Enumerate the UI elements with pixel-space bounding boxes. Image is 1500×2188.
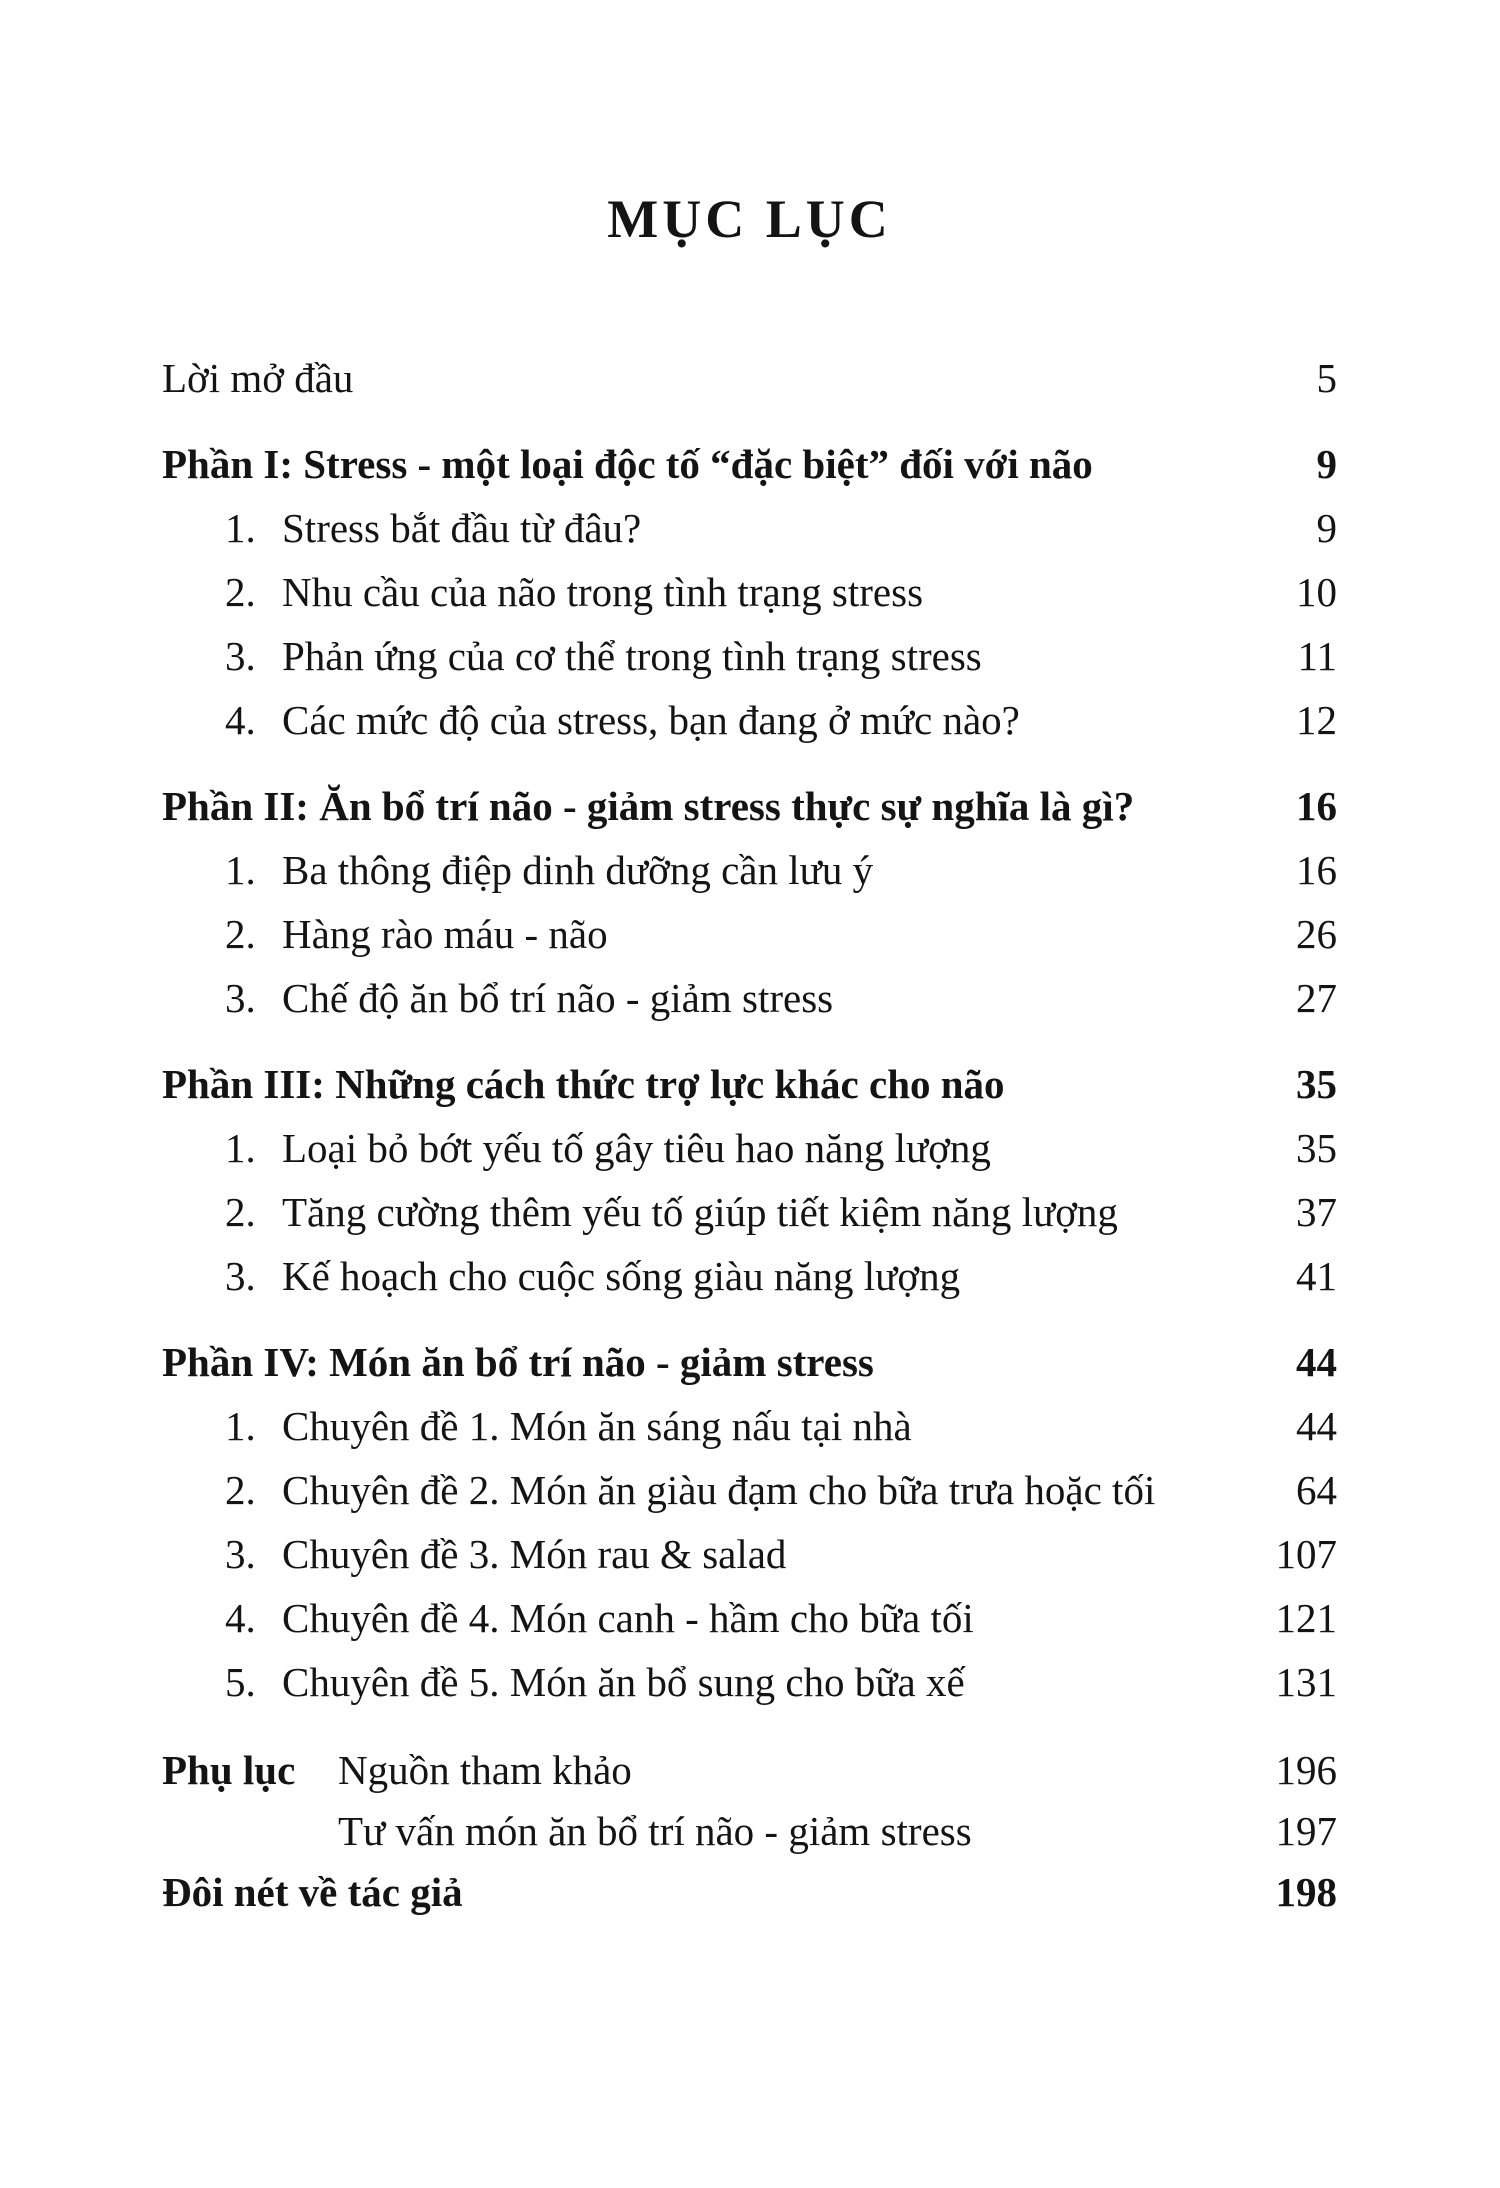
entry-label: Ba thông điệp dinh dưỡng cần lưu ý xyxy=(282,847,874,893)
toc-entry xyxy=(162,560,1337,624)
entry-label: Phản ứng của cơ thể trong tình trạng stress xyxy=(282,633,982,679)
toc-entry xyxy=(162,838,1337,902)
entry-page: 12 xyxy=(1296,697,1337,743)
toc-entry xyxy=(162,1458,1337,1522)
entry-label: Tăng cường thêm yếu tố giúp tiết kiệm năng lượng xyxy=(282,1189,1118,1235)
entry-page: 131 xyxy=(1275,1659,1337,1705)
toc-entry xyxy=(162,774,1337,838)
entry-number: 2. xyxy=(225,1467,256,1513)
entry-page: 37 xyxy=(1296,1189,1337,1235)
entry-label: Phần II: Ăn bổ trí não - giảm stress thực sự nghĩa là gì? xyxy=(162,783,1135,829)
entry-number: 1. xyxy=(225,847,256,893)
entry-page: 10 xyxy=(1296,569,1337,615)
entry-page: 16 xyxy=(1296,783,1337,829)
entry-label: Chuyên đề 3. Món rau & salad xyxy=(282,1531,787,1577)
toc-entry xyxy=(162,1738,1337,1802)
toc-entry xyxy=(162,1330,1337,1394)
entry-number: 2. xyxy=(225,911,256,957)
entry-page: 197 xyxy=(1275,1808,1337,1854)
entry-page: 5 xyxy=(1316,355,1337,401)
toc-entry xyxy=(162,1586,1337,1650)
entry-label: Phần III: Những cách thức trợ lực khác cho não xyxy=(162,1061,1005,1107)
entry-label: Lời mở đầu xyxy=(162,355,354,401)
toc-entry xyxy=(162,1860,1337,1924)
entry-label: Hàng rào máu - não xyxy=(282,911,608,957)
entry-page: 41 xyxy=(1296,1253,1337,1299)
toc-entry xyxy=(162,1802,1337,1860)
entry-number: 2. xyxy=(225,569,256,615)
entry-label: Chuyên đề 5. Món ăn bổ sung cho bữa xế xyxy=(282,1659,965,1705)
entry-label: Chế độ ăn bổ trí não - giảm stress xyxy=(282,975,834,1021)
entry-page: 121 xyxy=(1275,1595,1337,1641)
entry-page: 16 xyxy=(1296,847,1337,893)
entry-page: 11 xyxy=(1297,633,1337,679)
toc-entry xyxy=(162,496,1337,560)
entry-number: 1. xyxy=(225,505,256,551)
entry-number: 3. xyxy=(225,975,256,1021)
entry-number: 3. xyxy=(225,633,256,679)
entry-number: 5. xyxy=(225,1659,256,1705)
entry-page: 9 xyxy=(1316,505,1337,551)
entry-label: Chuyên đề 4. Món canh - hầm cho bữa tối xyxy=(282,1595,974,1641)
entry-prefix: Phụ lục xyxy=(162,1747,296,1793)
entry-page: 196 xyxy=(1275,1747,1337,1793)
entry-label: Phần IV: Món ăn bổ trí não - giảm stress xyxy=(162,1339,874,1385)
entry-label: Nguồn tham khảo xyxy=(338,1747,632,1793)
entry-page: 27 xyxy=(1296,975,1337,1021)
entry-label: Chuyên đề 1. Món ăn sáng nấu tại nhà xyxy=(282,1403,912,1449)
toc-entry xyxy=(162,624,1337,688)
toc-entry xyxy=(162,1116,1337,1180)
toc-entry xyxy=(162,1244,1337,1308)
entry-page: 26 xyxy=(1296,911,1337,957)
page-title: MỤC LỤC xyxy=(607,189,892,249)
entry-label: Nhu cầu của não trong tình trạng stress xyxy=(282,569,924,615)
toc-entry xyxy=(162,432,1337,496)
entry-number: 4. xyxy=(225,697,256,743)
entry-number: 4. xyxy=(225,1595,256,1641)
entry-label: Kế hoạch cho cuộc sống giàu năng lượng xyxy=(282,1253,961,1299)
entry-page: 198 xyxy=(1275,1869,1337,1915)
entry-number: 2. xyxy=(225,1189,256,1235)
toc-entry xyxy=(162,688,1337,752)
entry-label: Đôi nét về tác giả xyxy=(162,1869,463,1915)
entry-page: 35 xyxy=(1296,1125,1337,1171)
entry-page: 44 xyxy=(1296,1403,1337,1449)
entry-page: 35 xyxy=(1296,1061,1337,1107)
entry-label: Chuyên đề 2. Món ăn giàu đạm cho bữa trưa hoặc tối xyxy=(282,1467,1156,1513)
entry-label: Loại bỏ bớt yếu tố gây tiêu hao năng lượng xyxy=(282,1125,991,1171)
entry-page: 64 xyxy=(1296,1467,1337,1513)
entry-page: 9 xyxy=(1316,441,1337,487)
entry-label: Tư vấn món ăn bổ trí não - giảm stress xyxy=(338,1808,972,1854)
toc-entry xyxy=(162,1522,1337,1586)
toc-entry xyxy=(162,902,1337,966)
toc-list xyxy=(162,346,1337,1924)
entry-number: 1. xyxy=(225,1403,256,1449)
entry-label: Phần I: Stress - một loại độc tố “đặc biệt” đối với não xyxy=(162,441,1093,487)
entry-label: Stress bắt đầu từ đâu? xyxy=(282,505,642,551)
toc-entry xyxy=(162,1650,1337,1714)
toc-entry xyxy=(162,346,1337,410)
entry-label: Các mức độ của stress, bạn đang ở mức nào? xyxy=(282,697,1020,743)
toc-entry xyxy=(162,1180,1337,1244)
toc-entry xyxy=(162,1394,1337,1458)
toc-entry xyxy=(162,966,1337,1030)
entry-number: 3. xyxy=(225,1253,256,1299)
entry-page: 44 xyxy=(1296,1339,1337,1385)
entry-number: 1. xyxy=(225,1125,256,1171)
entry-number: 3. xyxy=(225,1531,256,1577)
toc-entry xyxy=(162,1052,1337,1116)
entry-page: 107 xyxy=(1275,1531,1337,1577)
